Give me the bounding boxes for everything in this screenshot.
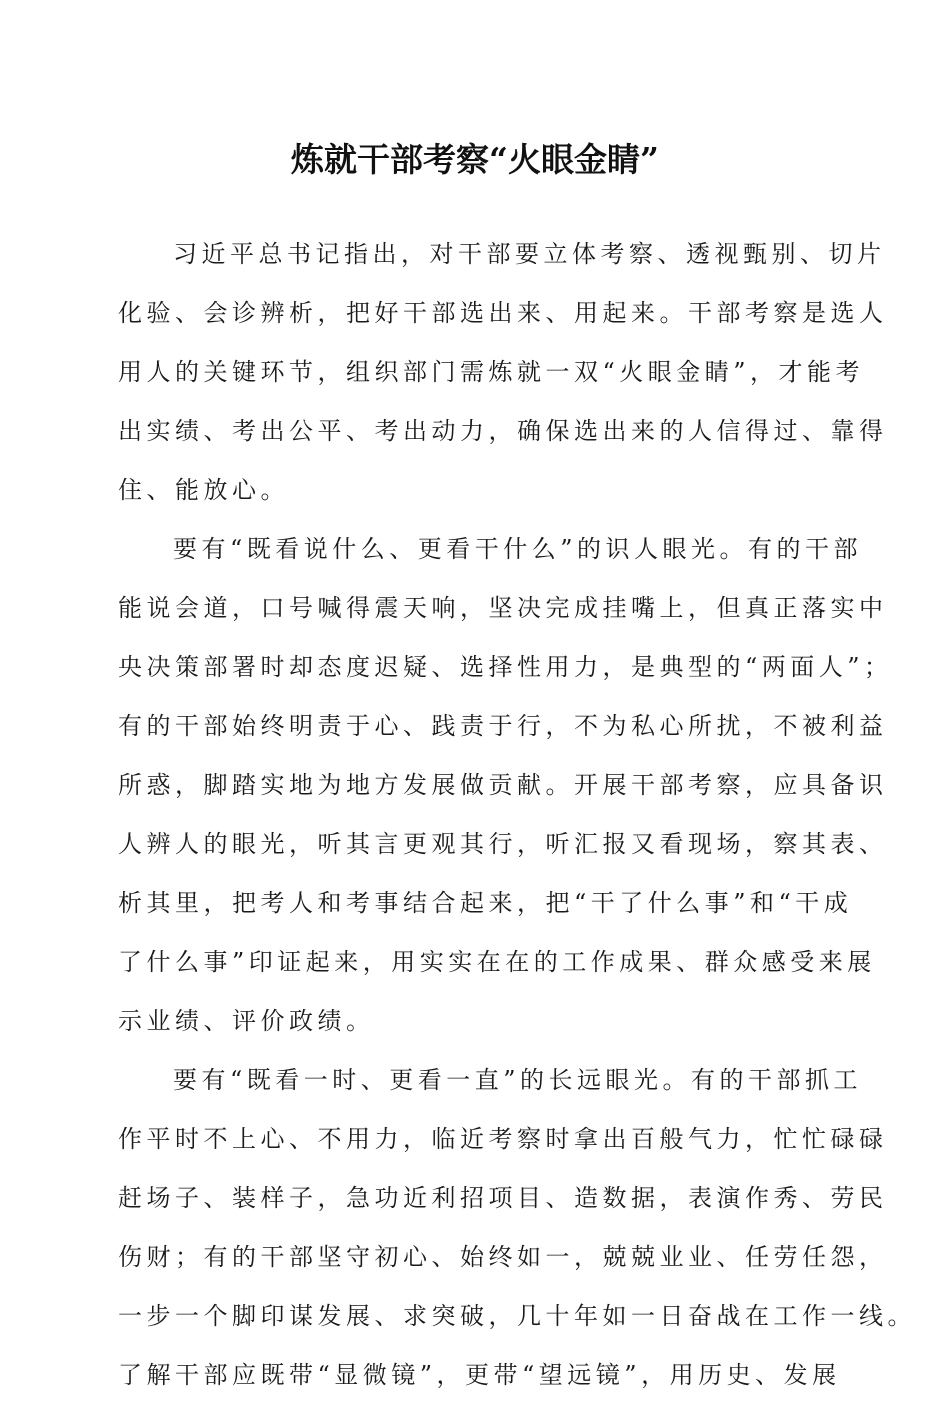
paragraph-line: 一步一个脚印谋发展、求突破，几十年如一日奋战在工作一线。 xyxy=(118,1302,916,1330)
paragraph-line: 析其里，把考人和考事结合起来，把“干了什么事”和“干成 xyxy=(118,889,853,917)
paragraph-line: 有的干部始终明责于心、践责于行，不为私心所扰，不被利益 xyxy=(118,712,888,740)
paragraph-line: 要有“既看一时、更看一直”的长远眼光。有的干部抓工 xyxy=(173,1066,863,1094)
paragraph-line: 了什么事”印证起来，用实实在在的工作成果、群众感受来展 xyxy=(118,948,876,976)
paragraph-line: 能说会道，口号喊得震天响，坚决完成挂嘴上，但真正落实中 xyxy=(118,594,888,622)
paragraph-line: 央决策部署时却态度迟疑、选择性用力，是典型的“两面人”； xyxy=(118,653,893,681)
paragraph-line: 人辨人的眼光，听其言更观其行，听汇报又看现场，察其表、 xyxy=(118,830,888,858)
paragraph-line: 作平时不上心、不用力，临近考察时拿出百般气力，忙忙碌碌 xyxy=(118,1125,888,1153)
paragraph-line: 住、能放心。 xyxy=(118,476,289,504)
paragraph-line: 化验、会诊辨析，把好干部选出来、用起来。干部考察是选人 xyxy=(118,299,888,327)
document-title: 炼就干部考察“火眼金睛” xyxy=(291,140,659,179)
paragraph-line: 示业绩、评价政绩。 xyxy=(118,1007,375,1035)
paragraph-line: 所惑，脚踏实地为地方发展做贡献。开展干部考察，应具备识 xyxy=(118,771,888,799)
paragraph-line: 出实绩、考出公平、考出动力，确保选出来的人信得过、靠得 xyxy=(118,417,888,445)
paragraph-line: 要有“既看说什么、更看干什么”的识人眼光。有的干部 xyxy=(173,535,863,563)
document-body xyxy=(118,225,916,1405)
paragraph-line: 伤财；有的干部坚守初心、始终如一，兢兢业业、任劳任怨， xyxy=(118,1243,888,1271)
paragraph-line: 了解干部应既带“显微镜”，更带“望远镜”，用历史、发展 xyxy=(118,1361,841,1389)
paragraph-line: 用人的关键环节，组织部门需炼就一双“火眼金睛”，才能考 xyxy=(118,358,865,386)
paragraph-line: 赶场子、装样子，急功近利招项目、造数据，表演作秀、劳民 xyxy=(118,1184,888,1212)
paragraph-line: 习近平总书记指出，对干部要立体考察、透视甄别、切片 xyxy=(173,240,886,268)
